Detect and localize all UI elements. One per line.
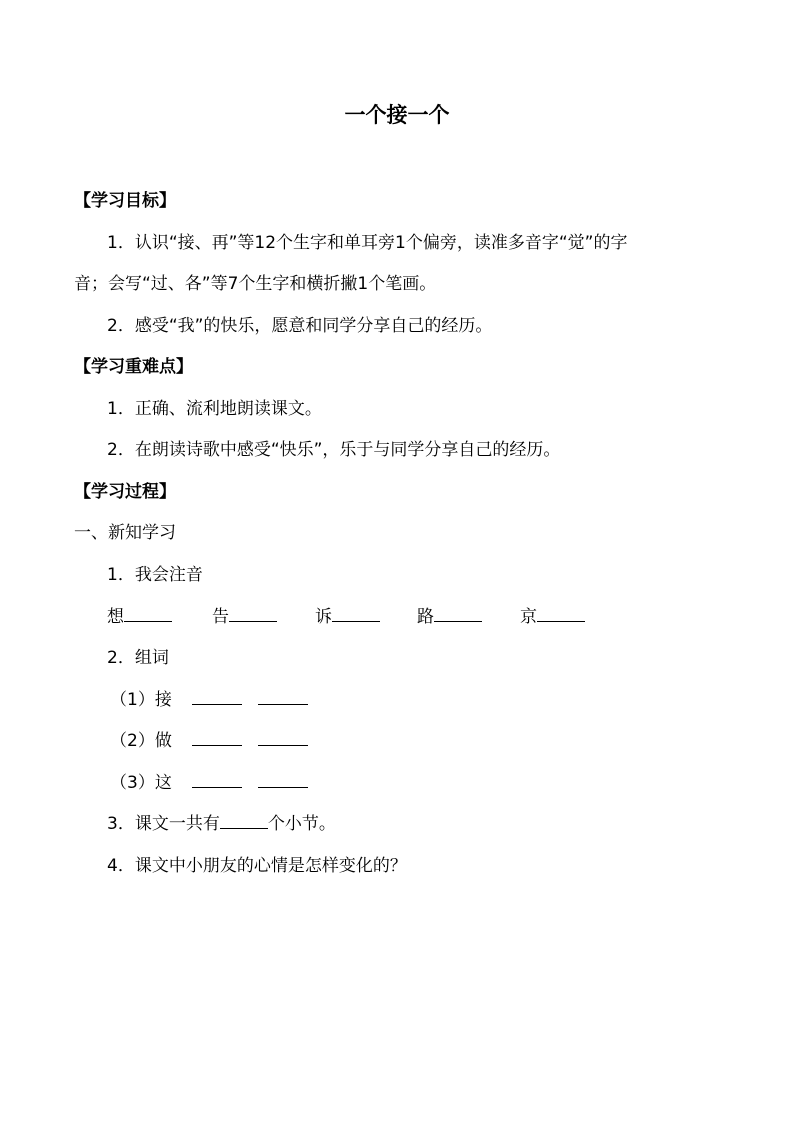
- goal-item-1-line-1: 1．认识“接、再”等12个生字和单耳旁1个偏旁，读准多音字“觉”的字: [107, 233, 628, 253]
- section-count-blank[interactable]: [220, 812, 268, 829]
- word-combo-row: [110, 688, 324, 712]
- question-1: 1．我会注音: [107, 565, 203, 585]
- pinyin-blank[interactable]: [537, 605, 585, 622]
- word-combo-row: [110, 729, 324, 753]
- word-combo-blank[interactable]: [192, 771, 242, 788]
- section-heading-process: 【学习过程】: [74, 482, 176, 502]
- word-combo-blank[interactable]: [258, 688, 308, 705]
- pinyin-blank[interactable]: [124, 605, 172, 622]
- key-point-2: 2．在朗读诗歌中感受“快乐”，乐于与同学分享自己的经历。: [107, 440, 561, 460]
- part-heading-new-knowledge: 一、新知学习: [74, 523, 176, 543]
- word-combo-blank[interactable]: [258, 771, 308, 788]
- word-combo-label: （1）接: [110, 690, 172, 710]
- section-heading-key-points: 【学习重难点】: [74, 357, 193, 377]
- pinyin-row: [107, 605, 707, 629]
- pinyin-item: 想: [107, 605, 172, 629]
- key-point-1: 1．正确、流利地朗读课文。: [107, 399, 322, 419]
- goal-item-1-line-2: 音；会写“过、各”等7个生字和横折撇1个笔画。: [74, 274, 437, 294]
- word-combo-blank[interactable]: [258, 729, 308, 746]
- word-combo-blank[interactable]: [192, 688, 242, 705]
- word-combo-row: [110, 771, 324, 795]
- section-heading-goals: 【学习目标】: [74, 191, 176, 211]
- question-3: 3．课文一共有 个小节。: [107, 814, 336, 834]
- pinyin-blank[interactable]: [332, 605, 380, 622]
- word-combo-label: （2）做: [110, 731, 172, 751]
- word-combo-label: （3）这: [110, 773, 172, 793]
- question-2: 2．组词: [107, 648, 169, 668]
- pinyin-item: 路: [417, 605, 482, 629]
- word-combo-blank[interactable]: [192, 729, 242, 746]
- pinyin-item: 诉: [315, 605, 380, 629]
- pinyin-item: 京: [520, 605, 585, 629]
- pinyin-blank[interactable]: [434, 605, 482, 622]
- page-title: 一个接一个: [344, 103, 450, 127]
- goal-item-2: 2．感受“我”的快乐，愿意和同学分享自己的经历。: [107, 316, 493, 336]
- pinyin-blank[interactable]: [229, 605, 277, 622]
- pinyin-item: 告: [212, 605, 277, 629]
- question-4: 4．课文中小朋友的心情是怎样变化的？: [107, 856, 407, 876]
